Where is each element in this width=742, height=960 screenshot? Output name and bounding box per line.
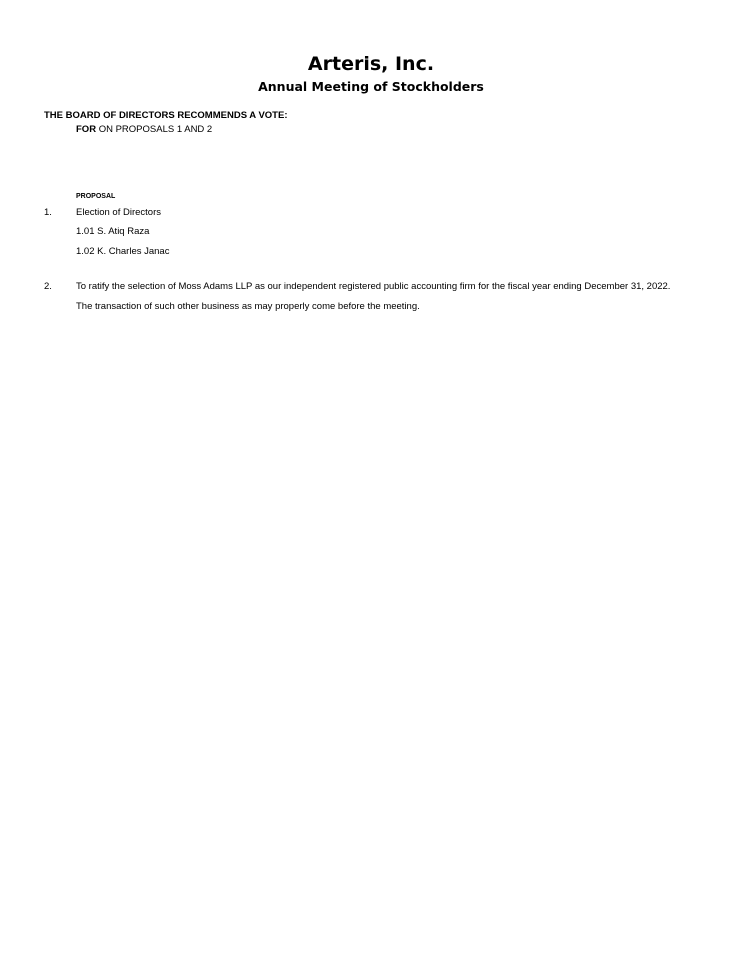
proposal-column-heading: PROPOSAL [76,193,116,200]
proposal-2-text: To ratify the selection of Moss Adams LLP as our independent registered public accounting firm for the fiscal year ending December 31, 2022. [76,281,671,292]
nominee-1: 1.01 S. Atiq Raza [76,226,150,237]
company-title: Arteris, Inc. [307,53,435,75]
proposal-1-number: 1. [44,207,52,218]
meeting-subtitle: Annual Meeting of Stockholders [258,79,484,94]
board-recommendation-heading: THE BOARD OF DIRECTORS RECOMMENDS A VOTE: [44,110,288,121]
vote-scope-text: ON PROPOSALS 1 AND 2 [96,124,213,135]
vote-for-label: FOR [76,124,97,135]
proposal-2-number: 2. [44,281,52,292]
other-business-text: The transaction of such other business as may properly come before the meeting. [76,301,420,312]
proposal-1-text: Election of Directors [76,207,162,218]
nominee-2: 1.02 K. Charles Janac [76,246,170,257]
board-recommendation-line [76,124,212,136]
